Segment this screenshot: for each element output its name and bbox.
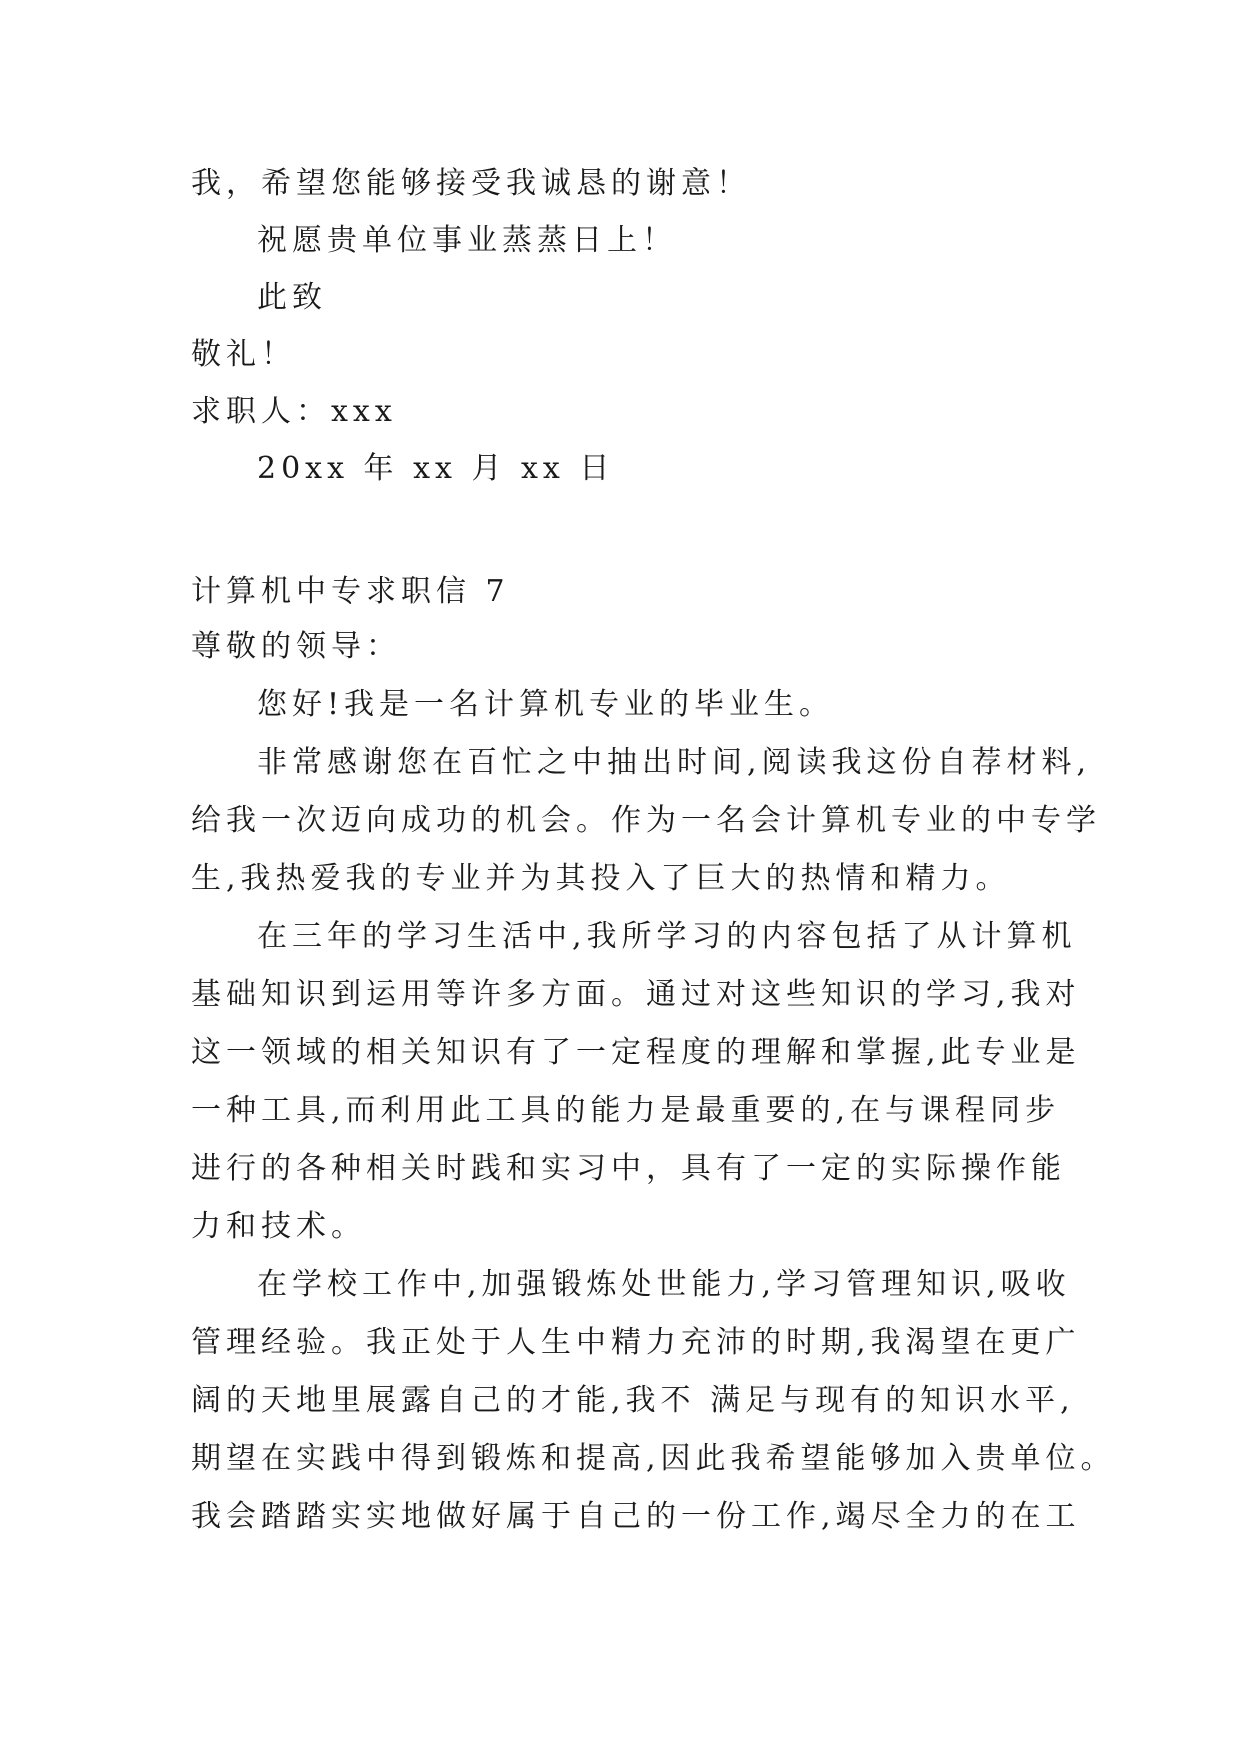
text-line: 求职人：xxx [191, 394, 397, 429]
text-line: 非常感谢您在百忙之中抽出时间,阅读我这份自荐材料, [257, 745, 1092, 780]
text-line: 祝愿贵单位事业蒸蒸日上！ [257, 223, 677, 258]
text-line: 管理经验。我正处于人生中精力充沛的时期,我渴望在更广 [191, 1325, 1081, 1360]
text-line: 敬礼！ [191, 337, 296, 372]
text-line: 力和技术。 [191, 1209, 366, 1244]
text-line: 期望在实践中得到锻炼和提高,因此我希望能够加入贵单位。 [191, 1441, 1116, 1476]
text-line: 这一领域的相关知识有了一定程度的理解和掌握,此专业是 [191, 1035, 1081, 1070]
text-line: 基础知识到运用等许多方面。通过对这些知识的学习,我对 [191, 977, 1081, 1012]
salutation: 尊敬的领导： [191, 629, 401, 664]
text-line: 一种工具,而利用此工具的能力是最重要的,在与课程同步 [191, 1093, 1061, 1128]
text-line: 您好!我是一名计算机专业的毕业生。 [257, 687, 835, 722]
text-line: 在学校工作中,加强锻炼处世能力,学习管理知识,吸收 [257, 1267, 1071, 1302]
text-line: 进行的各种相关时践和实习中，具有了一定的实际操作能 [191, 1151, 1066, 1186]
text-line: 给我一次迈向成功的机会。作为一名会计算机专业的中专学 [191, 803, 1101, 838]
text-line: 我会踏踏实实地做好属于自己的一份工作,竭尽全力的在工 [191, 1499, 1081, 1534]
text-line: 我，希望您能够接受我诚恳的谢意！ [191, 166, 751, 201]
text-line: 生,我热爱我的专业并为其投入了巨大的热情和精力。 [191, 861, 1011, 896]
text-line: 此致 [257, 280, 327, 315]
text-line: 20xx 年 xx 月 xx 日 [257, 451, 615, 486]
section-title: 计算机中专求职信 7 [191, 574, 510, 609]
text-line: 在三年的学习生活中,我所学习的内容包括了从计算机 [257, 919, 1077, 954]
text-line: 阔的天地里展露自己的才能,我不 满足与现有的知识水平, [191, 1383, 1075, 1418]
